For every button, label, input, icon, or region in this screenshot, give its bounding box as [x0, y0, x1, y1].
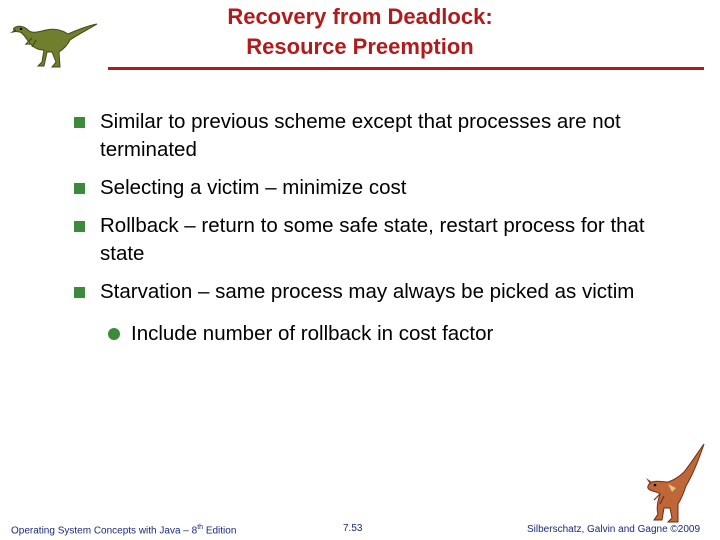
bullet-item [72, 174, 692, 202]
footer-book-title: Operating System Concepts with Java – 8th Edition [11, 524, 237, 537]
dinosaur-icon [2, 10, 102, 70]
footer-page-number: 7.53 [343, 523, 363, 534]
footer-copyright: Silberschatz, Galvin and Gagne ©2009 [527, 524, 701, 535]
bullet-text: Starvation – same process may always be picked as victim [100, 280, 635, 303]
slide-title [150, 2, 570, 62]
bullet-list [72, 108, 692, 348]
sub-bullet-item [72, 320, 692, 348]
bullet-item [72, 278, 692, 306]
sub-bullet-text: Include number of rollback in cost factor [131, 322, 494, 345]
title-line-2: Resource Preemption [246, 34, 474, 59]
round-bullet-icon [108, 328, 120, 340]
square-bullet-icon [74, 287, 85, 298]
square-bullet-icon [74, 221, 85, 232]
bullet-text: Selecting a victim – minimize cost [100, 176, 407, 199]
title-underline [108, 67, 704, 70]
title-line-1: Recovery from Deadlock: [227, 4, 493, 29]
bullet-text: Similar to previous scheme except that processes are not terminated [100, 110, 621, 161]
bullet-text: Rollback – return to some safe state, restart process for that state [100, 214, 645, 265]
square-bullet-icon [74, 117, 85, 128]
dinosaur-icon [628, 442, 710, 524]
bullet-item [72, 108, 692, 164]
square-bullet-icon [74, 183, 85, 194]
bullet-item [72, 212, 692, 268]
